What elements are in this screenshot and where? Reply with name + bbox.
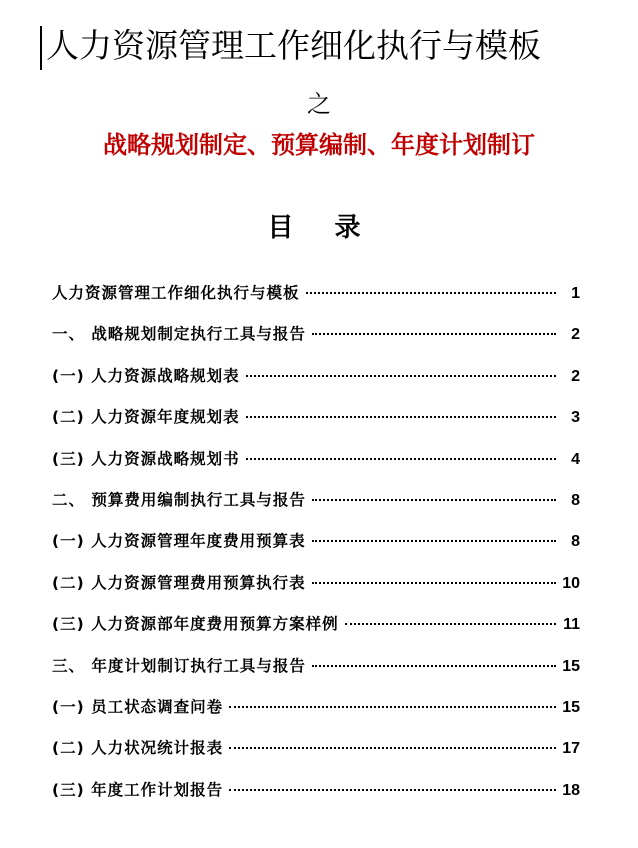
toc-page-number: 8 (571, 533, 580, 551)
toc-page-number: 2 (571, 367, 580, 385)
toc-entry-label: (一) 员工状态调查问卷 (52, 697, 224, 716)
toc-entry[interactable] (52, 441, 580, 482)
toc-page-number: 17 (562, 740, 580, 758)
toc-entry[interactable] (52, 648, 580, 689)
main-title: 人力资源管理工作细化执行与模板 (46, 26, 541, 65)
toc-entry[interactable] (52, 399, 580, 440)
toc-page-number: 2 (571, 326, 580, 344)
toc-page-number: 3 (571, 409, 580, 427)
toc-entry[interactable] (52, 523, 580, 564)
toc-entry[interactable] (52, 316, 580, 357)
toc-entry-label: (三) 人力资源部年度费用预算方案样例 (52, 615, 339, 634)
toc-page-number: 8 (571, 491, 580, 509)
toc-dot-leader (312, 540, 556, 542)
toc-heading: 目 录 (267, 213, 377, 243)
toc-entry-label: (一) 人力资源战略规划表 (52, 366, 240, 385)
toc-entry[interactable] (52, 565, 580, 606)
toc-entry-label: (二) 人力资源年度规划表 (52, 408, 240, 427)
toc-entry[interactable] (52, 275, 580, 316)
toc-entry-label: (一) 人力资源管理年度费用预算表 (52, 532, 306, 551)
toc-dot-leader (246, 375, 556, 377)
toc-page-number: 11 (563, 616, 580, 634)
toc-dot-leader (345, 623, 556, 625)
toc-dot-leader (312, 582, 556, 584)
toc-entry-label: 二、 预算费用编制执行工具与报告 (52, 490, 306, 509)
toc-dot-leader (312, 665, 556, 667)
toc-entry[interactable] (52, 730, 580, 771)
toc-page-number: 15 (562, 657, 580, 675)
toc-entry-label: 三、 年度计划制订执行工具与报告 (52, 656, 306, 675)
toc-entry[interactable] (52, 482, 580, 523)
toc-entry-label: (三) 人力资源战略规划书 (52, 449, 240, 468)
toc-entry[interactable] (52, 606, 580, 647)
toc-page-number: 1 (571, 285, 580, 302)
toc-entry-label: (二) 人力资源管理费用预算执行表 (52, 573, 306, 592)
toc-entry[interactable] (52, 358, 580, 399)
title-connector: 之 (307, 90, 331, 118)
toc-entry-label: (二) 人力状况统计报表 (52, 739, 224, 758)
table-of-contents (52, 275, 580, 813)
toc-entry[interactable] (52, 772, 580, 813)
toc-page-number: 4 (571, 450, 580, 468)
toc-page-number: 10 (562, 574, 580, 592)
toc-page-number: 15 (562, 698, 580, 716)
toc-dot-leader (312, 499, 556, 501)
toc-dot-leader (229, 747, 556, 749)
toc-entry-label: (三) 年度工作计划报告 (52, 780, 224, 799)
toc-dot-leader (306, 292, 556, 294)
toc-page-number: 18 (562, 781, 580, 799)
toc-entry-label: 一、 战略规划制定执行工具与报告 (52, 325, 306, 344)
subtitle: 战略规划制定、预算编制、年度计划制订 (103, 130, 535, 159)
toc-dot-leader (312, 333, 556, 335)
toc-entry-label: 人力资源管理工作细化执行与模板 (52, 284, 300, 302)
toc-dot-leader (246, 458, 556, 460)
text-cursor (40, 26, 42, 70)
toc-dot-leader (246, 416, 556, 418)
toc-dot-leader (229, 789, 556, 791)
toc-entry[interactable] (52, 689, 580, 730)
toc-dot-leader (229, 706, 556, 708)
